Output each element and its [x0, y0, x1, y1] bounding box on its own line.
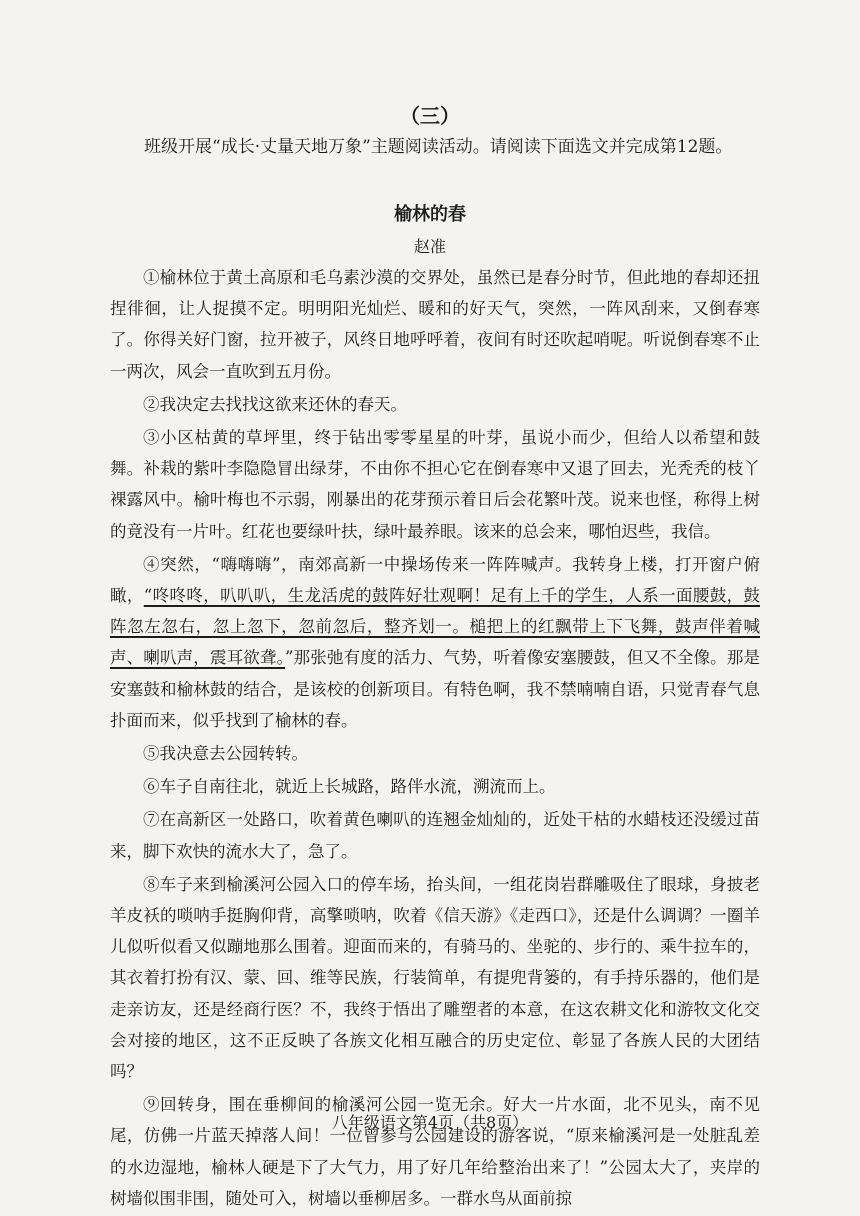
- paragraph-4-tail: ”那张弛有度的活力、气势，听着像安塞腰鼓，但又不全像。那是安塞鼓和榆林鼓的结合，是该校的创新项目。有特色啊，我不禁喃喃自语，只觉青春气息扑面而来，似乎找到了榆林的春。: [110, 648, 760, 730]
- paragraph-7: ⑦在高新区一处路口，吹着黄色喇叭的连翘金灿灿的，近处干枯的水蜡枝还没缓过苗来，脚下欢快的流水大了，急了。: [110, 810, 760, 861]
- paragraph-6: ⑥车子自南往北，就近上长城路，路伴水流，溯流而上。: [143, 777, 556, 797]
- page-footer: 八年级语文第4页（共8页）: [331, 1113, 529, 1132]
- paragraph-4-lead: ④突然，“嗨嗨嗨”，南郊高新一中操场传来一阵阵喊声。我转身上楼，打开窗户俯瞰，: [110, 554, 760, 606]
- section-title: （三）: [400, 104, 460, 128]
- underlined-passage: “咚咚咚，叭叭叭，生龙活虎的鼓阵好壮观啊！足有上千的学生，人系一面腰鼓，鼓阵忽左忽右，忽上忽下，忽前忽后，整齐划一。槌把上的红飘带上下飞舞，鼓声伴着喊声、喇叭声，震耳欲聋。: [110, 586, 761, 668]
- paragraph-9: ⑨回转身，围在垂柳间的榆溪河公园一览无余。好大一片水面，北不见头，南不见尾，仿佛一片蓝天掉落人间！一位曾参与公园建设的游客说，“原来榆溪河是一处脏乱差的水边湿地，榆林人硬是下了大气力，用了好几年给整治出来了！”公园太大了，夹岸的树墙似围非围，随处可入，树墙以垂柳居多。一群水鸟从面前掠: [110, 1095, 760, 1208]
- essay-title: 榆林的春: [394, 204, 466, 225]
- paragraph-8: ⑧车子来到榆溪河公园入口的停车场，抬头间，一组花岗岩群雕吸住了眼球，身披老羊皮袄的唢呐手挺胸仰背，高擎唢呐，吹着《信天游》《走西口》，还是什么调调？一圈羊儿似听似看又似蹦地那么围着。迎面而来的，有骑马的、坐驼的、步行的、乘牛拉车的，其衣着打扮有汉、蒙、回、维等民族，行装简单，有提兜背篓的，有手持乐器的，他们是走亲访友，还是经商行医？不，我终于悟出了雕塑者的本意，在这农耕文化和游牧文化交会对接的地区，这不正反映了各族文化相互融合的历史定位、彰显了各族人民的大团结吗？: [110, 874, 760, 1082]
- paragraph-1: ①榆林位于黄土高原和毛乌素沙漠的交界处，虽然已是春分时节，但此地的春却还扭捏徘徊，让人捉摸不定。明明阳光灿烂、暖和的好天气，突然，一阵风刮来，又倒春寒了。你得关好门窗，拉开被子，风终日地呼呼着，夜间有时还吹起哨呢。听说倒春寒不止一两次，风会一直吹到五月份。: [110, 268, 760, 381]
- essay-body: [110, 262, 760, 1216]
- instruction-text: 班级开展“成长·丈量天地万象”主题阅读活动。请阅读下面选文并完成第12题。: [144, 137, 733, 157]
- paragraph-3: ③小区枯黄的草坪里，终于钻出零零星星的叶芽，虽说小而少，但给人以希望和鼓舞。补栽的紫叶李隐隐冒出绿芽，不由你不担心它在倒春寒中又退了回去，光秃秃的枝丫裸露风中。榆叶梅也不示弱，刚暴出的花芽预示着日后会花繁叶茂。说来也怪，称得上树的竟没有一片叶。红花也要绿叶扶，绿叶最养眼。该来的总会来，哪怕迟些，我信。: [110, 428, 760, 541]
- essay-author: 赵准: [413, 237, 446, 256]
- paragraph-2: ②我决定去找找这欲来还休的春天。: [143, 394, 407, 414]
- paragraph-5: ⑤我决意去公园转转。: [143, 744, 308, 764]
- paragraph-4: [110, 549, 760, 736]
